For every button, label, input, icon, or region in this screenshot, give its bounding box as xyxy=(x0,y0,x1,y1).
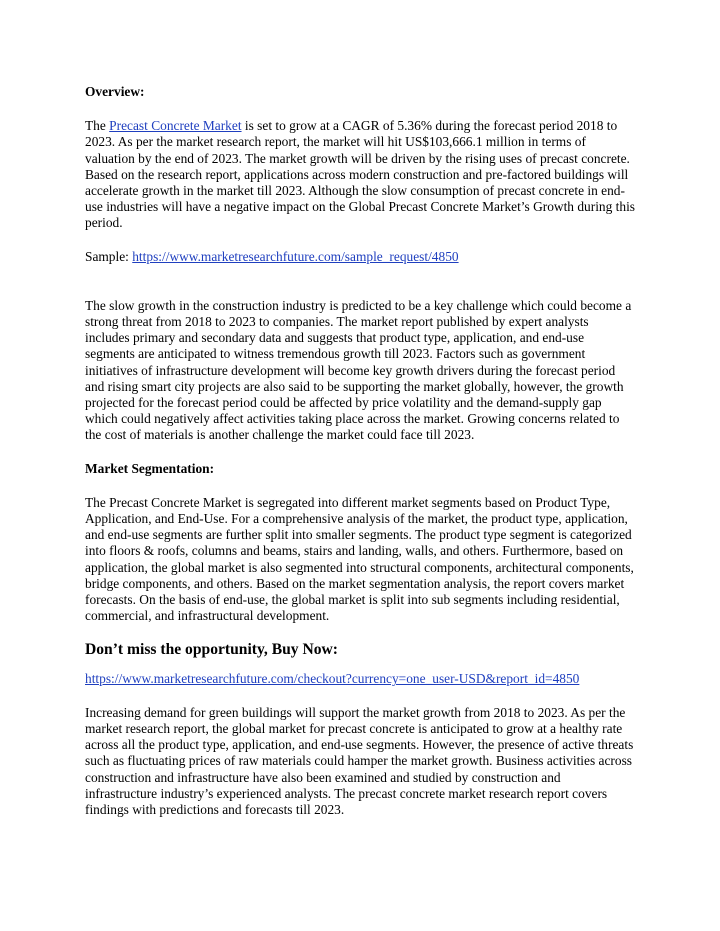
segmentation-paragraph: The Precast Concrete Market is segregated into different market segments based on Product Type, Application, and End-Use. For a comprehensive analysis of the market, the product type, application, and end-use segments are further split into smaller segments. The product type segment is categorized into floors & roofs, columns and beams, stairs and landing, walls, and others. Furthermore, based on application, the global market is also segmented into structural components, architectural components, bridge components, and others. Based on the market segmentation analysis, the report covers market forecasts. On the basis of end-use, the global market is split into sub segments including residential, commercial, and infrastructural development. xyxy=(85,494,634,624)
checkout-link[interactable]: https://www.marketresearchfuture.com/checkout?currency=one_user-USD&report_id=4850 xyxy=(85,671,580,687)
precast-concrete-market-link[interactable]: Precast Concrete Market xyxy=(109,118,242,134)
challenges-paragraph: The slow growth in the construction industry is predicted to be a key challenge which could become a strong threat from 2018 to 2023 to companies. The market report published by expert analysts includes primary and secondary data and suggests that product type, application, and end-use segments are anticipated to witness tremendous growth till 2023. Factors such as government initiatives of infrastructure development will become key growth drivers during the forecast period and rising smart city projects are also said to be supporting the market globally, however, the growth projected for the forecast period could be affected by price volatility and the demand-supply gap which could negatively affect activities taking place across the market. Growing concerns related to the cost of materials is another challenge the market could face till 2023. xyxy=(85,297,632,443)
buy-link-line xyxy=(85,671,636,687)
sample-request-link[interactable]: https://www.marketresearchfuture.com/sample_request/4850 xyxy=(132,248,459,264)
demand-paragraph: Increasing demand for green buildings will support the market growth from 2018 to 2023. As per the market research report, the global market for precast concrete is anticipated to grow at a healthy rate across all the product type, application, and end-use segments. However, the presence of active threats such as fluctuating prices of raw materials could hamper the market growth. Business activities across construction and infrastructure have also been examined and studied by construction and infrastructure industry’s experienced analysts. The precast concrete market research report covers findings with predictions and forecasts till 2023. xyxy=(85,704,634,817)
buy-now-heading: Don’t miss the opportunity, Buy Now: xyxy=(85,641,338,659)
intro-rest: is set to grow at a CAGR of 5.36% during the forecast period 2018 to 2023. As per the market research report, the market will hit US$103,666.1 million in terms of valuation by the end of 2023. The market growth will be driven by the rising uses of precast concrete. Based on the research report, applications across modern construction and pre-factored buildings will accelerate growth in the market till 2023. Although the slow consumption of precast concrete in end-use industries will have a negative impact on the Global Precast Concrete Market’s Growth during this period. xyxy=(85,118,635,231)
overview-heading: Overview: xyxy=(85,84,145,99)
segmentation-heading: Market Segmentation: xyxy=(85,460,215,476)
sample-line xyxy=(85,249,636,265)
intro-paragraph xyxy=(85,118,636,231)
sample-label: Sample: xyxy=(85,248,133,264)
intro-lead: The xyxy=(85,118,110,134)
